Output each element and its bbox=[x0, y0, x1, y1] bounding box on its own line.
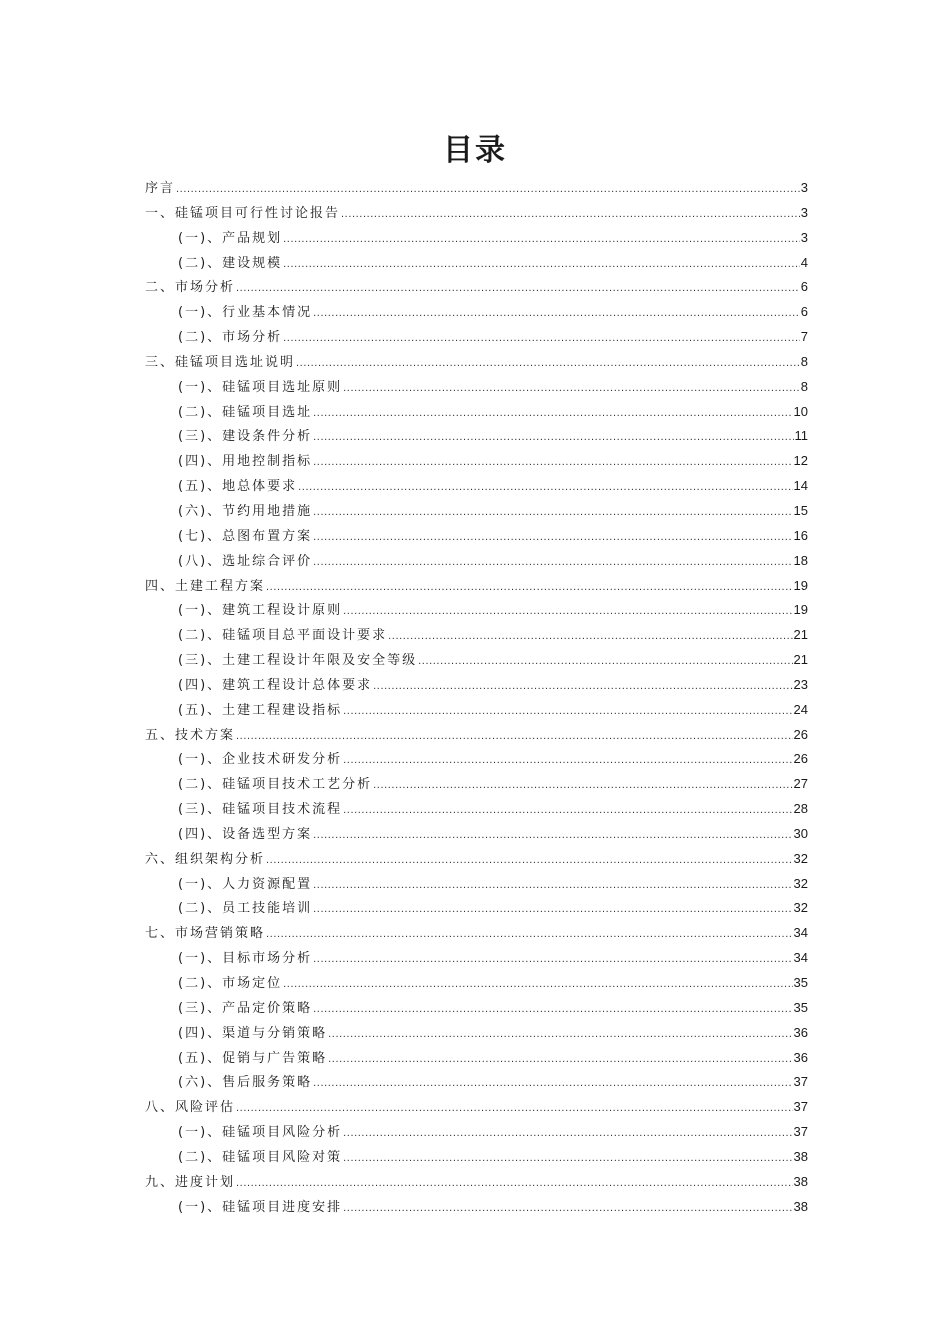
toc-dot-leader bbox=[313, 550, 792, 575]
toc-entry[interactable] bbox=[145, 996, 808, 1021]
toc-entry-label: (一)、硅锰项目进度安排 bbox=[178, 1199, 343, 1215]
toc-entry-page-number: 7 bbox=[800, 329, 808, 345]
toc-entry-label: (三)、产品定价策略 bbox=[178, 1000, 313, 1016]
toc-dot-leader bbox=[313, 823, 792, 848]
toc-entry-label: (三)、硅锰项目技术流程 bbox=[178, 802, 343, 818]
toc-dot-leader bbox=[313, 500, 792, 525]
toc-entry-label: (三)、建设条件分析 bbox=[178, 429, 313, 445]
toc-entry[interactable] bbox=[145, 946, 808, 971]
toc-dot-leader bbox=[283, 227, 800, 252]
toc-entry-label: (五)、地总体要求 bbox=[178, 479, 298, 495]
toc-entry-label: (二)、市场定位 bbox=[178, 976, 283, 991]
toc-entry-label: (五)、促销与广告策略 bbox=[178, 1050, 328, 1066]
toc-dot-leader bbox=[236, 724, 793, 749]
toc-entry-label: (四)、用地控制指标 bbox=[178, 454, 313, 470]
toc-entry-page-number: 37 bbox=[793, 1074, 808, 1090]
toc-entry[interactable] bbox=[145, 499, 808, 524]
toc-entry[interactable] bbox=[145, 350, 808, 375]
toc-entry[interactable] bbox=[145, 847, 808, 872]
toc-entry-label: (二)、硅锰项目风险对策 bbox=[178, 1149, 343, 1165]
toc-entry[interactable] bbox=[145, 921, 808, 946]
toc-entry-page-number: 12 bbox=[793, 453, 808, 469]
toc-dot-leader bbox=[313, 873, 792, 898]
toc-dot-leader bbox=[343, 1146, 792, 1171]
toc-entry[interactable] bbox=[145, 1095, 808, 1120]
toc-entry-label: 七、市场营销策略 bbox=[145, 926, 266, 942]
toc-entry-label: (二)、市场分析 bbox=[178, 330, 283, 346]
toc-entry-label: 序言 bbox=[145, 181, 176, 196]
toc-entry[interactable] bbox=[145, 1021, 808, 1046]
toc-entry[interactable] bbox=[145, 524, 808, 549]
toc-entry[interactable] bbox=[145, 474, 808, 499]
toc-entry[interactable] bbox=[145, 201, 808, 226]
toc-entry-page-number: 3 bbox=[800, 204, 808, 220]
toc-dot-leader bbox=[343, 1196, 792, 1221]
toc-entry-page-number: 15 bbox=[793, 502, 808, 518]
toc-entry-page-number: 23 bbox=[793, 676, 808, 692]
toc-dot-leader bbox=[266, 922, 793, 947]
toc-entry[interactable] bbox=[145, 424, 808, 449]
toc-entry-label: (一)、企业技术研发分析 bbox=[178, 752, 343, 768]
toc-entry[interactable] bbox=[145, 971, 808, 996]
toc-entry[interactable] bbox=[145, 747, 808, 772]
toc-entry-page-number: 4 bbox=[800, 254, 808, 270]
toc-dot-leader bbox=[313, 425, 793, 450]
toc-entry-label: (二)、员工技能培训 bbox=[178, 901, 313, 917]
toc-entry[interactable] bbox=[145, 673, 808, 698]
toc-entry-page-number: 32 bbox=[793, 900, 808, 916]
toc-entry-label: 二、市场分析 bbox=[145, 280, 236, 296]
toc-entry-page-number: 38 bbox=[793, 1148, 808, 1164]
toc-entry[interactable] bbox=[145, 623, 808, 648]
toc-entry-label: 三、硅锰项目选址说明 bbox=[145, 354, 296, 370]
toc-dot-leader bbox=[388, 624, 792, 649]
toc-entry-page-number: 30 bbox=[793, 825, 808, 841]
toc-entry[interactable] bbox=[145, 176, 808, 201]
toc-entry-label: (一)、人力资源配置 bbox=[178, 876, 313, 892]
toc-entry-page-number: 34 bbox=[793, 925, 808, 941]
toc-entry-label: (一)、产品规划 bbox=[178, 230, 283, 246]
toc-dot-leader bbox=[176, 177, 800, 202]
toc-entry-page-number: 21 bbox=[793, 627, 808, 643]
toc-entry-label: (四)、设备选型方案 bbox=[178, 826, 313, 842]
toc-entry-page-number: 19 bbox=[793, 602, 808, 618]
toc-entry-page-number: 10 bbox=[793, 403, 808, 419]
toc-entry-label: 八、风险评估 bbox=[145, 1100, 236, 1116]
toc-dot-leader bbox=[283, 326, 800, 351]
toc-entry-page-number: 26 bbox=[793, 726, 808, 742]
toc-entry[interactable] bbox=[145, 822, 808, 847]
toc-entry-label: (六)、节约用地措施 bbox=[178, 503, 313, 519]
toc-entry[interactable] bbox=[145, 896, 808, 921]
toc-dot-leader bbox=[328, 1022, 792, 1047]
toc-dot-leader bbox=[236, 1096, 793, 1121]
toc-entry[interactable] bbox=[145, 226, 808, 251]
toc-entry-label: (五)、土建工程建设指标 bbox=[178, 702, 343, 718]
toc-entry[interactable] bbox=[145, 772, 808, 797]
toc-entry-page-number: 35 bbox=[793, 975, 808, 990]
toc-entry-page-number: 26 bbox=[793, 751, 808, 767]
toc-dot-leader bbox=[313, 401, 792, 426]
toc-dot-leader bbox=[296, 351, 800, 376]
toc-entry-page-number: 37 bbox=[793, 1099, 808, 1115]
toc-entry[interactable] bbox=[145, 574, 808, 599]
toc-dot-leader bbox=[266, 575, 793, 600]
toc-dot-leader bbox=[343, 599, 792, 624]
toc-entry-page-number: 36 bbox=[793, 1024, 808, 1040]
toc-entry[interactable] bbox=[145, 698, 808, 723]
toc-dot-leader bbox=[283, 972, 792, 997]
toc-entry-label: (四)、建筑工程设计总体要求 bbox=[178, 677, 373, 693]
toc-dot-leader bbox=[341, 202, 800, 227]
toc-dot-leader bbox=[266, 848, 793, 873]
toc-entry-page-number: 36 bbox=[793, 1049, 808, 1065]
toc-entry-label: (一)、硅锰项目风险分析 bbox=[178, 1125, 343, 1141]
toc-entry[interactable] bbox=[145, 598, 808, 623]
toc-dot-leader bbox=[343, 748, 792, 773]
toc-entry-label: 一、硅锰项目可行性讨论报告 bbox=[145, 205, 341, 221]
toc-entry[interactable] bbox=[145, 1046, 808, 1071]
toc-entry[interactable] bbox=[145, 1120, 808, 1145]
toc-entry[interactable] bbox=[145, 1195, 808, 1220]
toc-entry[interactable] bbox=[145, 872, 808, 897]
toc-entry-page-number: 28 bbox=[793, 801, 808, 817]
toc-title: 目录 bbox=[443, 133, 507, 168]
toc-entry-label: (二)、硅锰项目技术工艺分析 bbox=[178, 777, 373, 793]
toc-entry[interactable] bbox=[145, 549, 808, 574]
toc-entry[interactable] bbox=[145, 648, 808, 673]
toc-entry-label: (六)、售后服务策略 bbox=[178, 1075, 313, 1091]
toc-entry-page-number: 21 bbox=[793, 652, 808, 668]
toc-entry[interactable] bbox=[145, 375, 808, 400]
toc-entry-page-number: 24 bbox=[793, 701, 808, 717]
toc-entry[interactable] bbox=[145, 251, 808, 276]
toc-entry-label: (八)、选址综合评价 bbox=[178, 553, 313, 569]
toc-entry[interactable] bbox=[145, 275, 808, 300]
toc-entry-page-number: 32 bbox=[793, 875, 808, 891]
toc-entry[interactable] bbox=[145, 325, 808, 350]
toc-entry[interactable] bbox=[145, 1145, 808, 1170]
toc-dot-leader bbox=[343, 798, 792, 823]
toc-entry-label: (一)、建筑工程设计原则 bbox=[178, 603, 343, 619]
toc-dot-leader bbox=[418, 649, 792, 674]
table-of-contents bbox=[145, 176, 808, 1219]
toc-dot-leader bbox=[313, 450, 792, 475]
toc-entry-page-number: 37 bbox=[793, 1124, 808, 1140]
toc-entry-page-number: 8 bbox=[800, 378, 808, 394]
toc-entry-label: (二)、建设规模 bbox=[178, 255, 283, 271]
toc-entry-page-number: 11 bbox=[794, 428, 808, 444]
toc-entry-page-number: 38 bbox=[793, 1198, 808, 1214]
toc-entry-page-number: 27 bbox=[793, 776, 808, 792]
toc-entry[interactable] bbox=[145, 723, 808, 748]
toc-dot-leader bbox=[373, 773, 792, 798]
toc-entry-page-number: 3 bbox=[800, 229, 808, 245]
toc-dot-leader bbox=[236, 276, 800, 301]
toc-entry-label: (一)、行业基本情况 bbox=[178, 305, 313, 321]
toc-entry-label: 九、进度计划 bbox=[145, 1174, 236, 1190]
toc-entry-page-number: 16 bbox=[793, 527, 808, 543]
toc-entry[interactable] bbox=[145, 797, 808, 822]
toc-entry[interactable] bbox=[145, 1170, 808, 1195]
toc-entry[interactable] bbox=[145, 300, 808, 325]
toc-entry-label: (四)、渠道与分销策略 bbox=[178, 1025, 328, 1041]
toc-entry-label: (一)、硅锰项目选址原则 bbox=[178, 379, 343, 395]
toc-dot-leader bbox=[343, 699, 792, 724]
toc-dot-leader bbox=[298, 475, 792, 500]
toc-entry-label: 五、技术方案 bbox=[145, 727, 236, 743]
toc-entry-page-number: 3 bbox=[800, 180, 808, 195]
toc-entry-page-number: 34 bbox=[793, 950, 808, 966]
toc-dot-leader bbox=[313, 997, 792, 1022]
toc-entry[interactable] bbox=[145, 449, 808, 474]
toc-entry-label: (一)、目标市场分析 bbox=[178, 951, 313, 967]
toc-dot-leader bbox=[313, 1071, 792, 1096]
toc-entry-page-number: 32 bbox=[793, 850, 808, 866]
toc-entry[interactable] bbox=[145, 400, 808, 425]
toc-entry-label: (三)、土建工程设计年限及安全等级 bbox=[178, 653, 418, 669]
toc-dot-leader bbox=[313, 525, 792, 550]
toc-dot-leader bbox=[313, 947, 792, 972]
toc-entry-page-number: 19 bbox=[793, 577, 808, 593]
toc-entry-label: 六、组织架构分析 bbox=[145, 851, 266, 867]
toc-entry-page-number: 6 bbox=[800, 304, 808, 320]
toc-entry-label: 四、土建工程方案 bbox=[145, 578, 266, 594]
toc-entry-page-number: 35 bbox=[793, 999, 808, 1015]
toc-entry-label: (二)、硅锰项目总平面设计要求 bbox=[178, 628, 388, 644]
toc-dot-leader bbox=[343, 376, 800, 401]
toc-entry-label: (七)、总图布置方案 bbox=[178, 528, 313, 544]
toc-dot-leader bbox=[343, 1121, 792, 1146]
toc-entry-page-number: 18 bbox=[793, 552, 808, 568]
toc-dot-leader bbox=[313, 897, 792, 922]
toc-dot-leader bbox=[313, 301, 800, 326]
toc-entry-page-number: 14 bbox=[793, 478, 808, 494]
toc-dot-leader bbox=[236, 1171, 793, 1196]
toc-dot-leader bbox=[283, 252, 800, 277]
toc-dot-leader bbox=[373, 674, 792, 699]
toc-entry-page-number: 6 bbox=[800, 279, 808, 295]
toc-entry-page-number: 8 bbox=[800, 353, 808, 369]
toc-entry-page-number: 38 bbox=[793, 1173, 808, 1189]
toc-entry-label: (二)、硅锰项目选址 bbox=[178, 404, 313, 420]
toc-entry[interactable] bbox=[145, 1070, 808, 1095]
toc-dot-leader bbox=[328, 1047, 792, 1072]
